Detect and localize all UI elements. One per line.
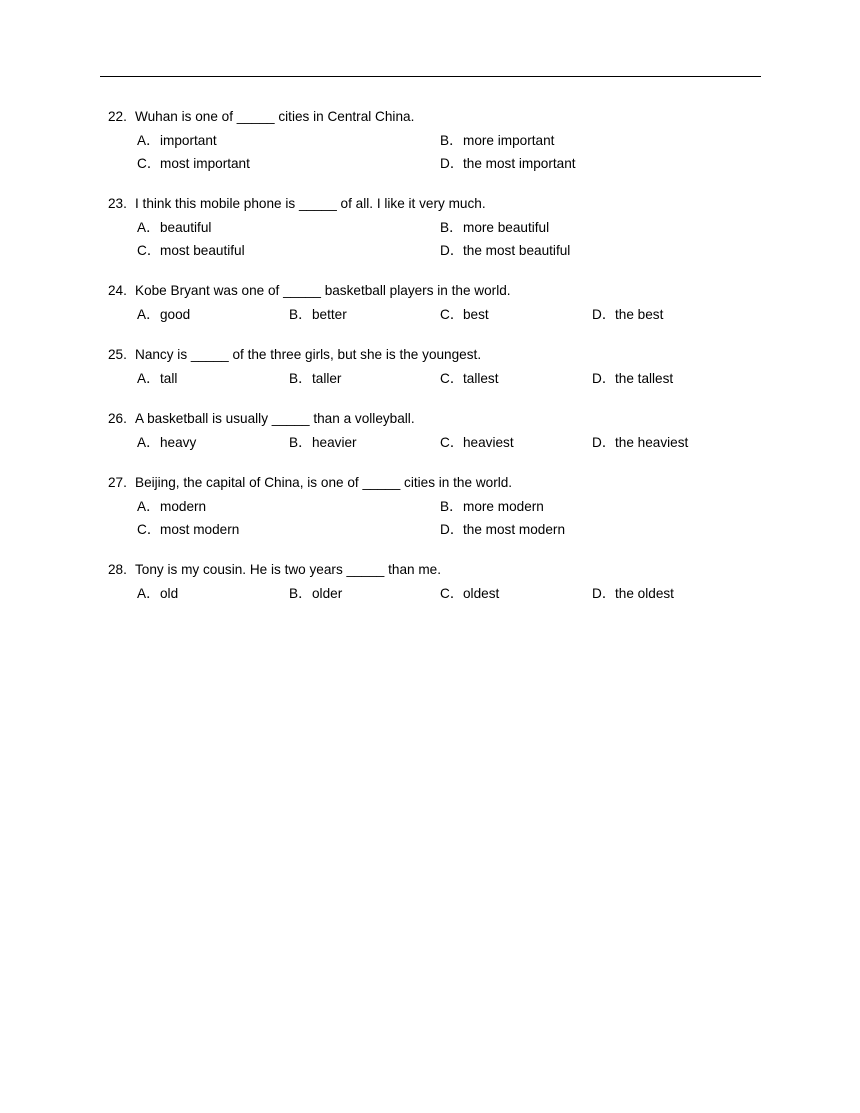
option-letter: C． xyxy=(137,522,161,537)
option-text: more important xyxy=(463,133,555,148)
option-letter: D． xyxy=(592,435,616,450)
question-stem xyxy=(108,559,768,580)
option-letter: A． xyxy=(137,499,160,514)
option-text: tall xyxy=(160,371,178,386)
question-number: 24. xyxy=(108,283,127,298)
option-text: most important xyxy=(160,156,250,171)
option-letter: D． xyxy=(592,307,616,322)
option-text: older xyxy=(312,586,343,601)
answer-option xyxy=(592,303,743,326)
answer-option xyxy=(592,582,743,605)
answer-option xyxy=(440,582,592,605)
option-letter: C． xyxy=(137,156,161,171)
answer-option xyxy=(440,129,743,152)
option-text: the tallest xyxy=(615,371,674,386)
option-letter: C． xyxy=(440,371,464,386)
answer-option xyxy=(289,303,440,326)
option-letter: B． xyxy=(289,371,312,386)
question-item xyxy=(108,280,768,326)
option-letter: B． xyxy=(289,435,312,450)
option-letter: B． xyxy=(440,499,463,514)
answer-option xyxy=(440,518,743,541)
answer-option xyxy=(592,367,743,390)
option-text: taller xyxy=(312,371,342,386)
answer-option xyxy=(289,431,440,454)
question-item xyxy=(108,472,768,541)
answer-option xyxy=(137,216,440,239)
question-number: 27. xyxy=(108,475,127,490)
answer-option xyxy=(137,129,440,152)
answer-option xyxy=(440,152,743,175)
answer-option xyxy=(289,367,440,390)
option-letter: D． xyxy=(440,243,464,258)
option-letter: A． xyxy=(137,133,160,148)
option-letter: D． xyxy=(440,522,464,537)
question-number: 23. xyxy=(108,196,127,211)
option-text: the most modern xyxy=(463,522,565,537)
answer-option xyxy=(440,216,743,239)
option-text: important xyxy=(160,133,217,148)
answer-options xyxy=(137,367,768,390)
answer-option xyxy=(137,518,440,541)
option-letter: A． xyxy=(137,586,160,601)
question-item xyxy=(108,193,768,262)
question-stem xyxy=(108,408,768,429)
question-text: Nancy is _____ of the three girls, but she is the youngest. xyxy=(135,347,482,362)
question-stem xyxy=(108,193,768,214)
answer-options xyxy=(137,303,768,326)
answer-options xyxy=(137,582,768,605)
question-item xyxy=(108,106,768,175)
option-letter: C． xyxy=(440,435,464,450)
option-letter: D． xyxy=(592,371,616,386)
question-number: 25. xyxy=(108,347,127,362)
question-stem xyxy=(108,472,768,493)
answer-option xyxy=(137,367,289,390)
question-number: 26. xyxy=(108,411,127,426)
question-text: Wuhan is one of _____ cities in Central China. xyxy=(135,109,415,124)
answer-option xyxy=(137,431,289,454)
option-text: the best xyxy=(615,307,664,322)
option-letter: A． xyxy=(137,220,160,235)
answer-option xyxy=(440,495,743,518)
question-number: 28. xyxy=(108,562,127,577)
answer-options xyxy=(137,495,768,541)
option-letter: D． xyxy=(592,586,616,601)
option-letter: B． xyxy=(440,220,463,235)
option-text: most beautiful xyxy=(160,243,245,258)
answer-option xyxy=(440,303,592,326)
question-text: Kobe Bryant was one of _____ basketball players in the world. xyxy=(135,283,511,298)
answer-options xyxy=(137,216,768,262)
option-text: good xyxy=(160,307,191,322)
option-letter: A． xyxy=(137,435,160,450)
question-stem xyxy=(108,106,768,127)
option-letter: C． xyxy=(137,243,161,258)
question-text: Tony is my cousin. He is two years _____ than me. xyxy=(135,562,441,577)
option-text: old xyxy=(160,586,179,601)
option-text: most modern xyxy=(160,522,240,537)
option-text: heavier xyxy=(312,435,357,450)
answer-option xyxy=(137,495,440,518)
answer-option xyxy=(289,582,440,605)
option-letter: C． xyxy=(440,307,464,322)
question-number: 22. xyxy=(108,109,127,124)
option-text: oldest xyxy=(463,586,500,601)
option-letter: C． xyxy=(440,586,464,601)
option-text: best xyxy=(463,307,489,322)
option-text: the most beautiful xyxy=(463,243,571,258)
answer-option xyxy=(440,239,743,262)
option-text: the heaviest xyxy=(615,435,689,450)
question-list xyxy=(108,106,768,623)
answer-option xyxy=(440,431,592,454)
answer-option xyxy=(137,239,440,262)
option-letter: D． xyxy=(440,156,464,171)
answer-option xyxy=(137,303,289,326)
option-text: modern xyxy=(160,499,207,514)
question-item xyxy=(108,559,768,605)
answer-options xyxy=(137,129,768,175)
question-text: A basketball is usually _____ than a volleyball. xyxy=(135,411,415,426)
answer-option xyxy=(440,367,592,390)
option-letter: B． xyxy=(440,133,463,148)
option-text: more beautiful xyxy=(463,220,550,235)
option-text: beautiful xyxy=(160,220,212,235)
option-text: tallest xyxy=(463,371,499,386)
option-text: the oldest xyxy=(615,586,674,601)
question-stem xyxy=(108,344,768,365)
question-text: I think this mobile phone is _____ of all. I like it very much. xyxy=(135,196,486,211)
option-text: heaviest xyxy=(463,435,514,450)
answer-option xyxy=(137,152,440,175)
header-divider xyxy=(100,76,761,77)
option-letter: B． xyxy=(289,307,312,322)
question-stem xyxy=(108,280,768,301)
option-text: heavy xyxy=(160,435,197,450)
option-text: better xyxy=(312,307,347,322)
question-text: Beijing, the capital of China, is one of _____ cities in the world. xyxy=(135,475,513,490)
question-item xyxy=(108,408,768,454)
answer-option xyxy=(137,582,289,605)
option-letter: B． xyxy=(289,586,312,601)
answer-options xyxy=(137,431,768,454)
option-text: more modern xyxy=(463,499,544,514)
answer-option xyxy=(592,431,743,454)
option-letter: A． xyxy=(137,371,160,386)
question-item xyxy=(108,344,768,390)
option-letter: A． xyxy=(137,307,160,322)
option-text: the most important xyxy=(463,156,576,171)
